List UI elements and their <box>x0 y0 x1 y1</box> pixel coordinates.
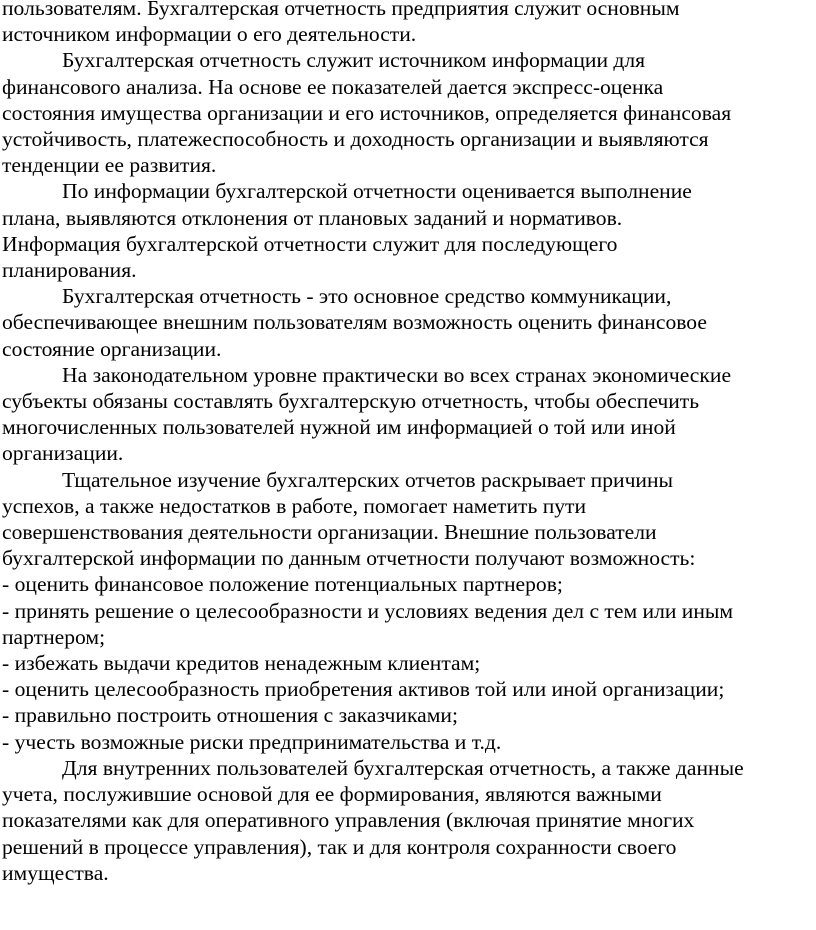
text-line: обеспечивающее внешним пользователям возможность оценить финансовое <box>2 310 707 335</box>
text-line: плана, выявляются отклонения от плановых заданий и нормативов. <box>2 205 623 230</box>
text-line: решений в процессе управления), так и для контроля сохранности своего <box>2 834 677 859</box>
text-line: источником информации о его деятельности. <box>2 22 417 47</box>
text-line: финансового анализа. На основе ее показателей дается экспресс-оценка <box>2 74 664 99</box>
text-line: Бухгалтерская отчетность - это основное средство коммуникации, <box>62 284 672 309</box>
text-line: состояния имущества организации и его источников, определяется финансовая <box>2 100 732 125</box>
text-line: По информации бухгалтерской отчетности оценивается выполнение <box>62 179 692 204</box>
text-line: - принять решение о целесообразности и условиях ведения дел с тем или иным <box>2 598 734 623</box>
text-line: На законодательном уровне практически во всех странах экономические <box>62 362 732 387</box>
text-line: - оценить целесообразность приобретения активов той или иной организации; <box>2 677 725 702</box>
text-line: - оценить финансовое положение потенциальных партнеров; <box>2 572 563 597</box>
text-line: многочисленных пользователей нужной им информацией о той или иной <box>2 415 676 440</box>
text-line: показателями как для оперативного управления (включая принятие многих <box>2 808 695 833</box>
text-line: учета, послужившие основой для ее формирования, являются важными <box>2 782 662 807</box>
text-line: - учесть возможные риски предпринимательства и т.д. <box>2 729 502 754</box>
text-line: имущества. <box>2 860 109 885</box>
text-line: Тщательное изучение бухгалтерских отчетов раскрывает причины <box>62 467 674 492</box>
text-line: Информация бухгалтерской отчетности служит для последующего <box>2 231 618 256</box>
text-line: устойчивость, платежеспособность и доходность организации и выявляются <box>2 127 709 152</box>
text-line: совершенствования деятельности организации. Внешние пользователи <box>2 520 657 545</box>
text-line: субъекты обязаны составлять бухгалтерскую отчетность, чтобы обеспечить <box>2 389 700 414</box>
text-line: пользователям. Бухгалтерская отчетность предприятия служит основным <box>2 0 680 20</box>
text-line: партнером; <box>2 624 106 649</box>
text-line: - правильно построить отношения с заказчиками; <box>2 703 458 728</box>
text-line: тенденции ее развития. <box>2 153 217 178</box>
text-line: бухгалтерской информации по данным отчетности получают возможность: <box>2 546 696 571</box>
text-line: - избежать выдачи кредитов ненадежным клиентам; <box>2 651 481 676</box>
text-line: Для внутренних пользователей бухгалтерская отчетность, а также данные <box>62 755 744 780</box>
text-line: планирования. <box>2 258 137 283</box>
text-line: состояние организации. <box>2 336 222 361</box>
text-line: организации. <box>2 441 124 466</box>
text-line: успехов, а также недостатков в работе, помогает наметить пути <box>2 493 587 518</box>
text-line: Бухгалтерская отчетность служит источником информации для <box>62 48 646 73</box>
